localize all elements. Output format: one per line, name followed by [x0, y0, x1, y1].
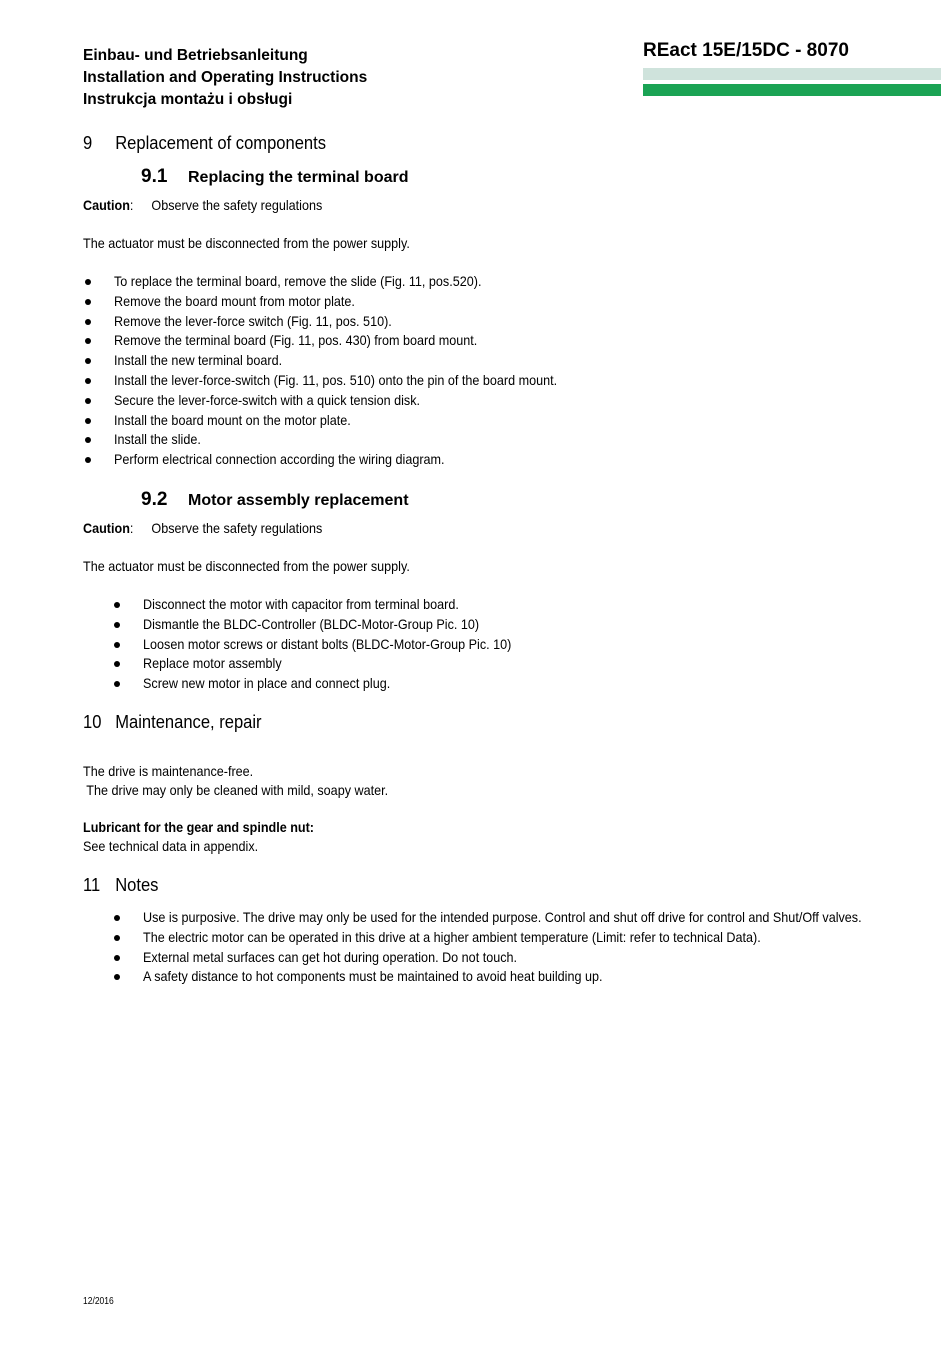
section-9-1-heading [141, 166, 408, 188]
bullet-icon [85, 418, 91, 424]
bullet-icon [114, 974, 120, 980]
subsection-title: Motor assembly replacement [188, 492, 409, 509]
caution-note-9-2 [83, 520, 443, 536]
power-disconnect-note-9-2: The actuator must be disconnected from the power supply. [83, 558, 410, 574]
header-title-english: Installation and Operating Instructions [83, 69, 368, 86]
cleaning-text: The drive may only be cleaned with mild, soapy water. [83, 782, 389, 798]
subsection-number: 9.1 [141, 166, 168, 187]
section-11-heading [83, 875, 158, 896]
section-10-heading [83, 712, 262, 733]
caution-text: Observe the safety regulations [151, 197, 323, 213]
lubricant-text: See technical data in appendix. [83, 838, 259, 854]
power-disconnect-note-9-1: The actuator must be disconnected from the power supply. [83, 235, 410, 251]
footer-date: 12/2016 [83, 1296, 114, 1307]
subsection-number: 9.2 [141, 489, 168, 510]
section-9-heading [83, 133, 326, 154]
bullet-icon [85, 319, 91, 325]
header-title-german: Einbau- und Betriebsanleitung [83, 47, 308, 64]
section-number: 9 [83, 133, 93, 153]
bullet-icon [85, 338, 91, 344]
bullet-icon [114, 642, 120, 648]
bullet-icon [114, 935, 120, 941]
section-9-2-heading [141, 489, 409, 511]
bullet-icon [85, 378, 91, 384]
header-bar-green [643, 84, 941, 96]
section-number: 10 [83, 712, 102, 732]
document-header-titles [83, 45, 367, 111]
bullet-icon [114, 681, 120, 687]
header-bar-light [643, 68, 941, 80]
section-title: Maintenance, repair [115, 712, 262, 732]
section-title: Replacement of components [115, 133, 327, 153]
bullet-icon [85, 358, 91, 364]
caution-colon: : [129, 197, 134, 213]
bullet-icon [114, 955, 120, 961]
caution-label: Caution [83, 197, 130, 213]
bullet-icon [85, 299, 91, 305]
bullet-icon [85, 279, 91, 285]
caution-note-9-1 [83, 197, 443, 213]
bullet-icon [114, 602, 120, 608]
bullet-icon [114, 661, 120, 667]
bullet-icon [85, 457, 91, 463]
bullet-icon [85, 398, 91, 404]
caution-text: Observe the safety regulations [151, 520, 323, 536]
product-name: REact 15E/15DC - 8070 [643, 40, 849, 61]
bullet-icon [114, 622, 120, 628]
bullet-icon [85, 437, 91, 443]
document-page: Einbau- und Betriebsanleitung Installation and Operating Instructions Instrukcja montażu i obsługi REact 15E/15DC - 8070 9 Replacement of components 9.1 Replacing the terminal board Caution: Observe the safety regulations The actuator must be disconnected from the power supply. To replace the terminal board, remove the slide (Fig. 11, pos.520). Remove the board mount from motor plate. Remove the lever-force switch (Fig. 11, pos. 510). Remove the terminal board (Fig. 11, pos. 430) from board mount. Install the new terminal board. Install the lever-force-switch (Fig. 11, pos. 510) onto the pin of the board mount. Secure the lever-force-switch with a quick tension disk. Install the board mount on the motor plate. Install the slide. Perform electrical connection according the wiring diagram. 9.2 Motor assembly replacement Caution: Observe the safety regulations The actuator must be disconnected from the power supply. Disconnect the motor with capacitor from terminal board. Dismantle the BLDC-Controller (BLDC-Motor-Group Pic. 10) Loosen motor screws or distant bolts (BLDC-Motor-Group Pic. 10) Replace motor assembly Screw new motor in place and connect plug. 10 Maintenance, repair The drive is maintenance-free. The drive may only be cleaned with mild, soapy water. Lubricant for the gear and spindle nut: See technical data in appendix. 11 Notes Use is purposive. The drive may only be used for the intended purpose. Control and shut off drive for control and Shut/Off valves. The electric motor can be operated in this drive at a higher ambient temperature (Limit: refer to technical Data). External metal surfaces can get hot during operation. Do not touch. A safety distance to hot components must be maintained to avoid heat building up. 12/2016 [0, 0, 950, 1353]
header-title-polish: Instrukcja montażu i obsługi [83, 91, 293, 108]
bullet-icon [114, 915, 120, 921]
lubricant-label: Lubricant for the gear and spindle nut: [83, 819, 315, 835]
caution-label: Caution [83, 520, 130, 536]
subsection-title: Replacing the terminal board [188, 169, 409, 186]
caution-colon: : [129, 520, 134, 536]
section-title: Notes [115, 875, 159, 895]
maintenance-free-text: The drive is maintenance-free. [83, 763, 254, 779]
section-number: 11 [83, 875, 101, 895]
